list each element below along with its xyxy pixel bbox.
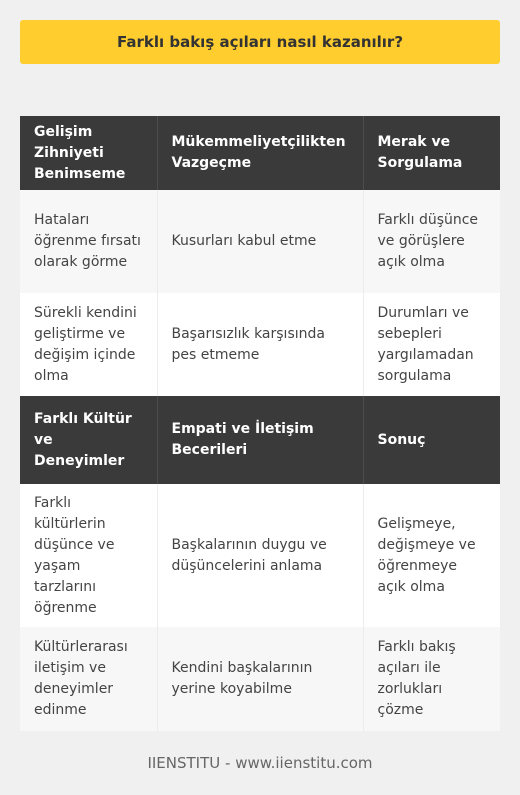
table-row <box>20 293 500 396</box>
table-header-row <box>20 396 500 484</box>
table-cell: Farklı kültürlerin düşünce ve yaşam tarzlarını öğrenme <box>20 484 157 627</box>
table-cell: Hataları öğrenme fırsatı olarak görme <box>20 190 157 293</box>
header-cell: Sonuç <box>363 396 500 484</box>
footer-credit: IIENSTITU - www.iienstitu.com <box>147 754 373 772</box>
table-row <box>20 627 500 731</box>
header-cell: Mükemmeliyetçilikten Vazgeçme <box>157 116 363 190</box>
table-cell: Farklı bakış açıları ile zorlukları çözme <box>363 627 500 731</box>
page-title-text: Farklı bakış açıları nasıl kazanılır? <box>116 33 404 51</box>
table-row <box>20 484 500 627</box>
table-row <box>20 190 500 293</box>
table-cell: Gelişmeye, değişmeye ve öğrenmeye açık olma <box>363 484 500 627</box>
page-title <box>20 20 500 64</box>
table-cell: Durumları ve sebepleri yargılamadan sorgulama <box>363 293 500 396</box>
table-header-row <box>20 116 500 190</box>
header-cell: Merak ve Sorgulama <box>363 116 500 190</box>
table-cell: Başkalarının duygu ve düşüncelerini anlama <box>157 484 363 627</box>
table-cell: Farklı düşünce ve görüşlere açık olma <box>363 190 500 293</box>
table-cell: Kendini başkalarının yerine koyabilme <box>157 627 363 731</box>
table-cell: Sürekli kendini geliştirme ve değişim içinde olma <box>20 293 157 396</box>
header-cell: Farklı Kültür ve Deneyimler <box>20 396 157 484</box>
header-cell: Empati ve İletişim Becerileri <box>157 396 363 484</box>
header-cell: Gelişim Zihniyeti Benimseme <box>20 116 157 190</box>
table-cell: Başarısızlık karşısında pes etmeme <box>157 293 363 396</box>
info-table <box>20 116 500 731</box>
table-cell: Kültürlerarası iletişim ve deneyimler edinme <box>20 627 157 731</box>
table-cell: Kusurları kabul etme <box>157 190 363 293</box>
